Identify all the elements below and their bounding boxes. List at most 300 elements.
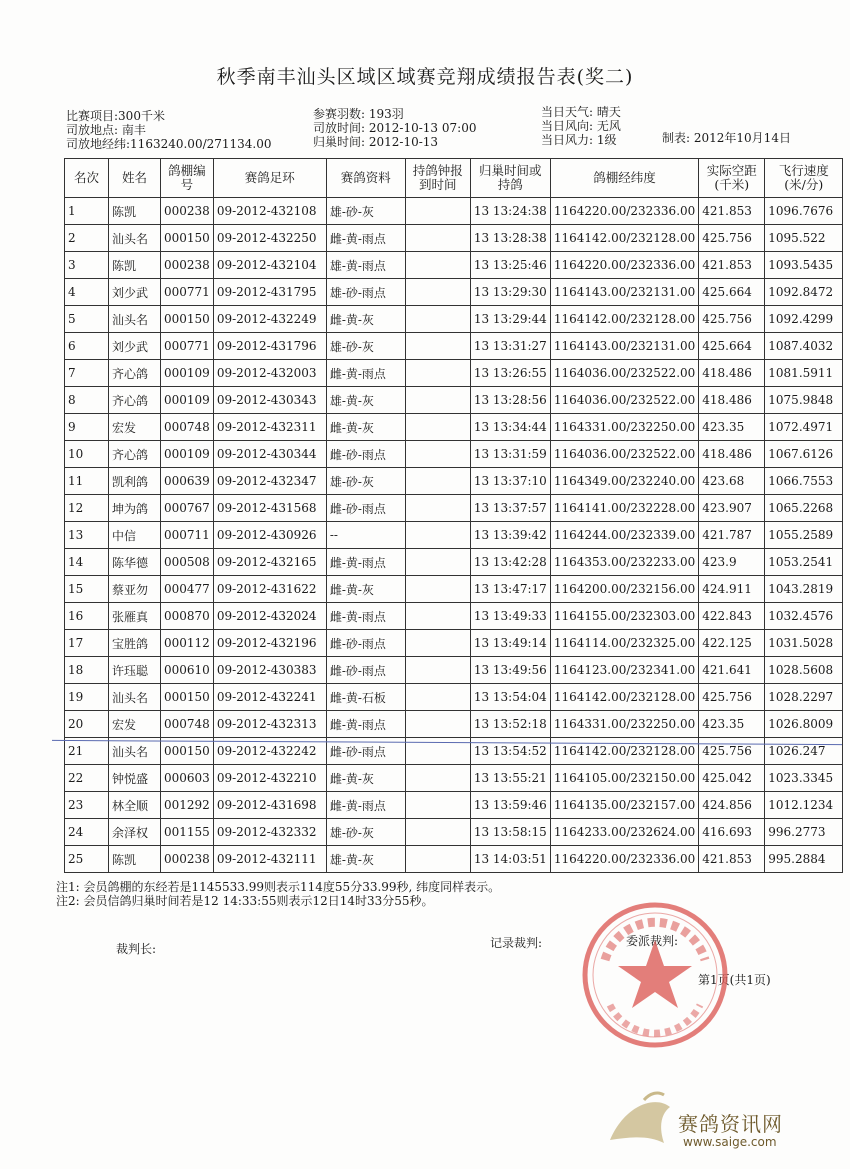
cell-rank: 15 <box>65 576 109 603</box>
cell-clock-time <box>405 522 470 549</box>
cell-loft-coord: 1164143.00/232131.00 <box>550 333 698 360</box>
cell-clock-time <box>405 603 470 630</box>
cell-return-time: 13 13:54:52 <box>470 738 550 765</box>
cell-return-time: 13 13:39:42 <box>470 522 550 549</box>
cell-distance: 423.907 <box>699 495 765 522</box>
header-distance: 实际空距(千米) <box>699 159 765 198</box>
star-icon <box>618 940 692 1008</box>
cell-ring: 09-2012-432332 <box>213 819 326 846</box>
cell-return-time: 13 13:26:55 <box>470 360 550 387</box>
delegate-label: 委派裁判: <box>626 934 679 948</box>
header-loft-no: 鸽棚编号 <box>161 159 214 198</box>
cell-speed: 1065.2268 <box>765 495 843 522</box>
page-indicator: 第1页(共1页) <box>698 973 771 987</box>
cell-name: 陈凯 <box>109 252 161 279</box>
cell-distance: 418.486 <box>699 441 765 468</box>
cell-loft-coord: 1164036.00/232522.00 <box>550 441 698 468</box>
cell-pigeon-info: 雌-黄-灰 <box>326 414 405 441</box>
cell-return-time: 13 13:52:18 <box>470 711 550 738</box>
cell-name: 张雁真 <box>109 603 161 630</box>
cell-ring: 09-2012-430344 <box>213 441 326 468</box>
cell-name: 凯利鸽 <box>109 468 161 495</box>
referee-label: 裁判长: <box>116 942 157 956</box>
cell-ring: 09-2012-432024 <box>213 603 326 630</box>
cell-name: 齐心鸽 <box>109 387 161 414</box>
cell-loft-no: 000771 <box>161 279 214 306</box>
cell-loft-coord: 1164143.00/232131.00 <box>550 279 698 306</box>
cell-pigeon-info: 雌-黄-灰 <box>326 576 405 603</box>
cell-loft-coord: 1164105.00/232150.00 <box>550 765 698 792</box>
cell-distance: 425.756 <box>699 738 765 765</box>
cell-distance: 423.68 <box>699 468 765 495</box>
cell-pigeon-info: 雄-砂-灰 <box>326 333 405 360</box>
header-clock-time: 持鸽钟报到时间 <box>405 159 470 198</box>
table-row <box>65 441 843 468</box>
cell-loft-no: 000639 <box>161 468 214 495</box>
cell-rank: 23 <box>65 792 109 819</box>
return-time-value: 2012-10-13 <box>368 135 439 149</box>
cell-clock-time <box>405 495 470 522</box>
cell-loft-no: 000150 <box>161 306 214 333</box>
cell-distance: 423.35 <box>699 414 765 441</box>
cell-distance: 425.756 <box>699 684 765 711</box>
cell-rank: 20 <box>65 711 109 738</box>
cell-name: 许珏聪 <box>109 657 161 684</box>
wind-dir-line <box>541 120 621 133</box>
cell-pigeon-info: 雄-砂-灰 <box>326 198 405 225</box>
cell-loft-no: 001292 <box>161 792 214 819</box>
made-date-line <box>662 132 791 145</box>
cell-pigeon-info: 雌-黄-雨点 <box>326 549 405 576</box>
cell-name: 余泽权 <box>109 819 161 846</box>
table-row <box>65 387 843 414</box>
cell-return-time: 13 13:25:46 <box>470 252 550 279</box>
cell-distance: 425.756 <box>699 306 765 333</box>
cell-speed: 1095.522 <box>765 225 843 252</box>
table-row <box>65 279 843 306</box>
cell-loft-coord: 1164233.00/232624.00 <box>550 819 698 846</box>
cell-pigeon-info: 雌-黄-灰 <box>326 765 405 792</box>
cell-speed: 1072.4971 <box>765 414 843 441</box>
cell-pigeon-info: 雌-黄-雨点 <box>326 711 405 738</box>
cell-clock-time <box>405 252 470 279</box>
cell-loft-no: 001155 <box>161 819 214 846</box>
cell-speed: 1012.1234 <box>765 792 843 819</box>
cell-name: 中信 <box>109 522 161 549</box>
cell-pigeon-info: 雌-砂-雨点 <box>326 738 405 765</box>
cell-pigeon-info: 雌-黄-雨点 <box>326 792 405 819</box>
cell-pigeon-info: 雄-黄-灰 <box>326 846 405 873</box>
cell-loft-no: 000508 <box>161 549 214 576</box>
release-site-value: 南丰 <box>121 123 146 137</box>
cell-pigeon-info: 雌-黄-石板 <box>326 684 405 711</box>
cell-rank: 1 <box>65 198 109 225</box>
header-name: 姓名 <box>109 159 161 198</box>
cell-loft-no: 000150 <box>161 684 214 711</box>
cell-clock-time <box>405 684 470 711</box>
cell-loft-no: 000771 <box>161 333 214 360</box>
table-row <box>65 225 843 252</box>
cell-loft-coord: 1164114.00/232325.00 <box>550 630 698 657</box>
cell-speed: 1032.4576 <box>765 603 843 630</box>
table-row <box>65 576 843 603</box>
note-1: 注1: 会员鸽棚的东经若是1145533.99则表示114度55分33.99秒, 纬度同样表示。 <box>56 880 501 894</box>
cell-ring: 09-2012-430343 <box>213 387 326 414</box>
cell-loft-coord: 1164331.00/232250.00 <box>550 711 698 738</box>
cell-return-time: 13 13:49:14 <box>470 630 550 657</box>
cell-speed: 1081.5911 <box>765 360 843 387</box>
cell-clock-time <box>405 360 470 387</box>
cell-return-time: 13 13:58:15 <box>470 819 550 846</box>
cell-name: 宏发 <box>109 711 161 738</box>
cell-rank: 4 <box>65 279 109 306</box>
cell-loft-no: 000711 <box>161 522 214 549</box>
header-loft-coord: 鸽棚经纬度 <box>550 159 698 198</box>
cell-clock-time <box>405 468 470 495</box>
cell-return-time: 13 13:59:46 <box>470 792 550 819</box>
made-label: 制表: <box>662 131 691 145</box>
cell-clock-time <box>405 819 470 846</box>
cell-name: 齐心鸽 <box>109 441 161 468</box>
cell-ring: 09-2012-432242 <box>213 738 326 765</box>
table-row <box>65 333 843 360</box>
release-site-label: 司放地点: <box>66 123 119 137</box>
header-speed: 飞行速度(米/分) <box>765 159 843 198</box>
cell-rank: 5 <box>65 306 109 333</box>
cell-ring: 09-2012-432196 <box>213 630 326 657</box>
cell-distance: 422.125 <box>699 630 765 657</box>
cell-name: 齐心鸽 <box>109 360 161 387</box>
cell-name: 宏发 <box>109 414 161 441</box>
notes-block <box>56 880 500 908</box>
pigeon-icon <box>610 1102 670 1143</box>
cell-speed: 996.2773 <box>765 819 843 846</box>
cell-rank: 24 <box>65 819 109 846</box>
cell-speed: 1096.7676 <box>765 198 843 225</box>
cell-loft-no: 000870 <box>161 603 214 630</box>
cell-loft-coord: 1164123.00/232341.00 <box>550 657 698 684</box>
cell-speed: 1026.247 <box>765 738 843 765</box>
cell-name: 汕头名 <box>109 738 161 765</box>
cell-clock-time <box>405 657 470 684</box>
cell-loft-coord: 1164220.00/232336.00 <box>550 252 698 279</box>
header-rank: 名次 <box>65 159 109 198</box>
return-time-label: 归巢时间: <box>313 135 366 149</box>
event-label: 比赛项目: <box>66 109 119 123</box>
cell-ring: 09-2012-432111 <box>213 846 326 873</box>
table-row <box>65 657 843 684</box>
cell-return-time: 13 13:37:57 <box>470 495 550 522</box>
cell-clock-time <box>405 792 470 819</box>
cell-clock-time <box>405 441 470 468</box>
cell-rank: 13 <box>65 522 109 549</box>
cell-ring: 09-2012-432241 <box>213 684 326 711</box>
cell-clock-time <box>405 387 470 414</box>
cell-rank: 17 <box>65 630 109 657</box>
cell-ring: 09-2012-431795 <box>213 279 326 306</box>
table-row <box>65 549 843 576</box>
cell-loft-no: 000109 <box>161 387 214 414</box>
table-row <box>65 252 843 279</box>
cell-ring: 09-2012-432210 <box>213 765 326 792</box>
wind-force-value: 1级 <box>596 133 617 147</box>
cell-name: 林全顺 <box>109 792 161 819</box>
wind-force-label: 当日风力: <box>541 133 594 147</box>
cell-rank: 14 <box>65 549 109 576</box>
cell-loft-no: 000150 <box>161 738 214 765</box>
cell-loft-coord: 1164220.00/232336.00 <box>550 846 698 873</box>
cell-rank: 12 <box>65 495 109 522</box>
cell-distance: 425.756 <box>699 225 765 252</box>
wind-dir-label: 当日风向: <box>541 119 594 133</box>
cell-ring: 09-2012-432249 <box>213 306 326 333</box>
cell-loft-coord: 1164036.00/232522.00 <box>550 360 698 387</box>
cell-speed: 1028.2297 <box>765 684 843 711</box>
cell-return-time: 13 13:31:59 <box>470 441 550 468</box>
cell-rank: 21 <box>65 738 109 765</box>
cell-name: 宝胜鸽 <box>109 630 161 657</box>
cell-distance: 421.853 <box>699 198 765 225</box>
cell-speed: 1028.5608 <box>765 657 843 684</box>
cell-distance: 425.042 <box>699 765 765 792</box>
cell-name: 汕头名 <box>109 225 161 252</box>
cell-rank: 11 <box>65 468 109 495</box>
table-row <box>65 198 843 225</box>
table-row <box>65 792 843 819</box>
cell-name: 蔡亚勿 <box>109 576 161 603</box>
cell-loft-coord: 1164200.00/232156.00 <box>550 576 698 603</box>
cell-speed: 1031.5028 <box>765 630 843 657</box>
cell-speed: 1092.8472 <box>765 279 843 306</box>
event-value: 300千米 <box>118 109 165 123</box>
cell-speed: 1087.4032 <box>765 333 843 360</box>
table-row <box>65 306 843 333</box>
cell-loft-no: 000748 <box>161 711 214 738</box>
return-time-line <box>313 136 438 149</box>
cell-clock-time <box>405 225 470 252</box>
cell-rank: 19 <box>65 684 109 711</box>
cell-ring: 09-2012-430926 <box>213 522 326 549</box>
cell-loft-no: 000112 <box>161 630 214 657</box>
cell-speed: 1092.4299 <box>765 306 843 333</box>
cell-pigeon-info: 雌-黄-灰 <box>326 306 405 333</box>
release-coord-value: 1163240.00/271134.00 <box>130 137 272 151</box>
cell-rank: 2 <box>65 225 109 252</box>
cell-clock-time <box>405 333 470 360</box>
cell-ring: 09-2012-432313 <box>213 711 326 738</box>
cell-return-time: 13 13:55:21 <box>470 765 550 792</box>
cell-loft-no: 000748 <box>161 414 214 441</box>
cell-rank: 6 <box>65 333 109 360</box>
table-row <box>65 495 843 522</box>
weather-value: 晴天 <box>596 105 621 119</box>
cell-name: 陈华德 <box>109 549 161 576</box>
cell-ring: 09-2012-431796 <box>213 333 326 360</box>
cell-pigeon-info: 雌-砂-雨点 <box>326 657 405 684</box>
cell-loft-coord: 1164142.00/232128.00 <box>550 684 698 711</box>
cell-rank: 25 <box>65 846 109 873</box>
release-time-line <box>313 122 476 135</box>
cell-pigeon-info: 雄-黄-雨点 <box>326 252 405 279</box>
cell-loft-coord: 1164141.00/232228.00 <box>550 495 698 522</box>
cell-clock-time <box>405 765 470 792</box>
cell-return-time: 13 13:29:30 <box>470 279 550 306</box>
cell-loft-no: 000150 <box>161 225 214 252</box>
cell-loft-coord: 1164142.00/232128.00 <box>550 738 698 765</box>
event-line <box>66 110 165 123</box>
cell-clock-time <box>405 198 470 225</box>
cell-loft-coord: 1164142.00/232128.00 <box>550 306 698 333</box>
cell-pigeon-info: 雄-砂-灰 <box>326 819 405 846</box>
cell-loft-coord: 1164331.00/232250.00 <box>550 414 698 441</box>
cell-clock-time <box>405 279 470 306</box>
cell-rank: 7 <box>65 360 109 387</box>
cell-pigeon-info: -- <box>326 522 405 549</box>
cell-speed: 1053.2541 <box>765 549 843 576</box>
cell-distance: 418.486 <box>699 387 765 414</box>
cell-distance: 421.641 <box>699 657 765 684</box>
cell-distance: 424.856 <box>699 792 765 819</box>
cell-loft-coord: 1164349.00/232240.00 <box>550 468 698 495</box>
cell-pigeon-info: 雄-砂-灰 <box>326 468 405 495</box>
cell-speed: 1055.2589 <box>765 522 843 549</box>
cell-speed: 1026.8009 <box>765 711 843 738</box>
results-table <box>64 158 843 873</box>
cell-distance: 422.843 <box>699 603 765 630</box>
cell-ring: 09-2012-431622 <box>213 576 326 603</box>
table-row <box>65 819 843 846</box>
header-ring: 赛鸽足环 <box>213 159 326 198</box>
cell-pigeon-info: 雄-黄-灰 <box>326 387 405 414</box>
results-body <box>65 198 843 873</box>
wind-dir-value: 无风 <box>596 119 621 133</box>
cell-pigeon-info: 雌-砂-雨点 <box>326 495 405 522</box>
cell-clock-time <box>405 576 470 603</box>
weather-line <box>541 106 621 119</box>
cell-speed: 1075.9848 <box>765 387 843 414</box>
cell-speed: 1023.3345 <box>765 765 843 792</box>
cell-loft-coord: 1164353.00/232233.00 <box>550 549 698 576</box>
header-pigeon-info: 赛鸽资料 <box>326 159 405 198</box>
cell-loft-no: 000238 <box>161 198 214 225</box>
cell-ring: 09-2012-432311 <box>213 414 326 441</box>
table-row <box>65 846 843 873</box>
cell-distance: 421.787 <box>699 522 765 549</box>
table-row <box>65 684 843 711</box>
cell-pigeon-info: 雌-黄-雨点 <box>326 603 405 630</box>
cell-pigeon-info: 雌-砂-雨点 <box>326 630 405 657</box>
cell-loft-coord: 1164135.00/232157.00 <box>550 792 698 819</box>
cell-clock-time <box>405 549 470 576</box>
cell-return-time: 13 13:29:44 <box>470 306 550 333</box>
cell-loft-no: 000238 <box>161 252 214 279</box>
table-row <box>65 765 843 792</box>
table-row <box>65 360 843 387</box>
birds-line <box>313 108 404 121</box>
cell-name: 钟悦盛 <box>109 765 161 792</box>
cell-distance: 423.9 <box>699 549 765 576</box>
cell-ring: 09-2012-432003 <box>213 360 326 387</box>
cell-return-time: 13 13:54:04 <box>470 684 550 711</box>
cell-loft-coord: 1164155.00/232303.00 <box>550 603 698 630</box>
cell-rank: 16 <box>65 603 109 630</box>
cell-return-time: 13 13:49:56 <box>470 657 550 684</box>
cell-loft-coord: 1164142.00/232128.00 <box>550 225 698 252</box>
cell-clock-time <box>405 306 470 333</box>
cell-speed: 1066.7553 <box>765 468 843 495</box>
release-site-line <box>66 124 146 137</box>
cell-pigeon-info: 雄-砂-雨点 <box>326 279 405 306</box>
cell-ring: 09-2012-430383 <box>213 657 326 684</box>
cell-return-time: 13 13:34:44 <box>470 414 550 441</box>
cell-name: 汕头名 <box>109 306 161 333</box>
birds-label: 参赛羽数: <box>313 107 366 121</box>
cell-ring: 09-2012-432250 <box>213 225 326 252</box>
release-coord-line <box>66 138 272 151</box>
watermark-url: www.saige.com <box>683 1135 777 1149</box>
cell-loft-coord: 1164036.00/232522.00 <box>550 387 698 414</box>
cell-loft-no: 000109 <box>161 441 214 468</box>
cell-clock-time <box>405 630 470 657</box>
table-row <box>65 522 843 549</box>
cell-loft-no: 000603 <box>161 765 214 792</box>
cell-loft-no: 000238 <box>161 846 214 873</box>
cell-name: 陈凯 <box>109 198 161 225</box>
cell-distance: 418.486 <box>699 360 765 387</box>
cell-rank: 3 <box>65 252 109 279</box>
cell-loft-no: 000109 <box>161 360 214 387</box>
cell-ring: 09-2012-432347 <box>213 468 326 495</box>
cell-speed: 1043.2819 <box>765 576 843 603</box>
cell-speed: 1067.6126 <box>765 441 843 468</box>
cell-distance: 421.853 <box>699 846 765 873</box>
cell-name: 刘少武 <box>109 333 161 360</box>
weather-label: 当日天气: <box>541 105 594 119</box>
cell-pigeon-info: 雌-黄-雨点 <box>326 360 405 387</box>
cell-ring: 09-2012-432165 <box>213 549 326 576</box>
cell-name: 刘少武 <box>109 279 161 306</box>
cell-distance: 425.664 <box>699 333 765 360</box>
cell-return-time: 13 13:28:56 <box>470 387 550 414</box>
cell-clock-time <box>405 414 470 441</box>
cell-rank: 18 <box>65 657 109 684</box>
table-row <box>65 603 843 630</box>
table-row <box>65 711 843 738</box>
cell-return-time: 13 13:42:28 <box>470 549 550 576</box>
cell-return-time: 13 13:24:38 <box>470 198 550 225</box>
table-row <box>65 630 843 657</box>
cell-ring: 09-2012-431698 <box>213 792 326 819</box>
table-row <box>65 414 843 441</box>
cell-speed: 1093.5435 <box>765 252 843 279</box>
cell-ring: 09-2012-432104 <box>213 252 326 279</box>
header-return-time: 归巢时间或持鸽 <box>470 159 550 198</box>
cell-return-time: 13 13:47:17 <box>470 576 550 603</box>
cell-clock-time <box>405 846 470 873</box>
cell-loft-coord: 1164220.00/232336.00 <box>550 198 698 225</box>
recorder-label: 记录裁判: <box>490 936 543 950</box>
cell-pigeon-info: 雌-砂-雨点 <box>326 441 405 468</box>
cell-return-time: 13 13:49:33 <box>470 603 550 630</box>
cell-ring: 09-2012-432108 <box>213 198 326 225</box>
cell-name: 汕头名 <box>109 684 161 711</box>
birds-value: 193羽 <box>368 107 404 121</box>
cell-loft-no: 000610 <box>161 657 214 684</box>
cell-clock-time <box>405 711 470 738</box>
watermark-name: 赛鸽资讯网 <box>678 1112 783 1136</box>
cell-return-time: 13 13:37:10 <box>470 468 550 495</box>
wind-force-line <box>541 134 617 147</box>
